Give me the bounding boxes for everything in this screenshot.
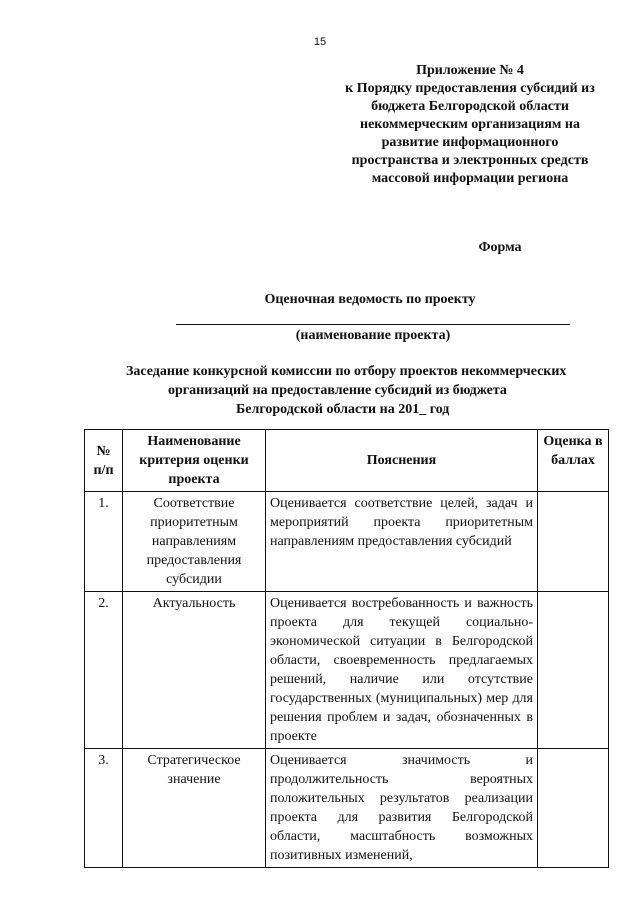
row-number: 3.: [85, 749, 123, 868]
explanation-text: социально-экономической ситуации в: [270, 615, 533, 649]
appendix-header: [320, 62, 620, 188]
meeting-line: Белгородской области на 201_ год: [236, 402, 450, 417]
criterion-text: направлениям: [151, 534, 237, 549]
header-text: №: [96, 443, 111, 459]
criterion-text: Стратегическое: [147, 753, 241, 768]
header-num: [85, 430, 123, 492]
header-text: п/п: [93, 462, 114, 478]
explanation-text: Оценивается значимость и: [270, 753, 533, 768]
explanation-cell: [266, 749, 538, 868]
explanation-text: для решения проблем и задач,: [270, 691, 533, 725]
criterion-cell: [123, 749, 266, 868]
explanation-text: возможных позитивных изменений,: [270, 829, 533, 863]
score-cell[interactable]: [538, 492, 609, 592]
header-score: [538, 430, 609, 492]
criteria-table: [84, 429, 609, 868]
explanation-text: реализации проекта для развития: [270, 791, 533, 825]
explanation-cell: [266, 592, 538, 749]
explanation-text: Оценивается соответствие целей, задач: [270, 496, 526, 511]
explanation-text: субсидий: [455, 534, 512, 549]
appendix-line: некоммерческим организациям на: [360, 117, 580, 132]
meeting-line: Заседание конкурсной комиссии по отбору проектов некоммерческих: [126, 364, 567, 379]
score-cell[interactable]: [538, 592, 609, 749]
criterion-text: Соответствие: [153, 496, 235, 511]
project-name-caption: (наименование проекта): [295, 328, 451, 343]
header-text: проекта: [168, 472, 220, 487]
criterion-text: предоставления: [146, 553, 242, 568]
criterion-text: значение: [167, 772, 221, 787]
project-name-blank-line: [176, 324, 570, 325]
criterion-cell: [123, 492, 266, 592]
meeting-line: организаций на предоставление субсидий из бюджета: [168, 383, 507, 398]
criterion-cell: [123, 592, 266, 749]
explanation-text: государственных (муниципальных) мер: [270, 691, 513, 706]
header-text: Наименование: [147, 434, 241, 449]
explanation-text: направлениям предоставления: [270, 534, 456, 549]
form-label: Форма: [478, 240, 522, 255]
appendix-line: к Порядку предоставления субсидий из: [345, 81, 595, 96]
explanation-text: Белгородской области, масштабность: [270, 810, 533, 844]
explanation-text: Белгородской области,: [270, 634, 533, 668]
explanation-cell: [266, 492, 538, 592]
row-number: 1.: [85, 492, 123, 592]
criterion-text: Актуальность: [152, 596, 236, 611]
criterion-text: приоритетным: [150, 515, 238, 530]
explanation-text: важность проекта для текущей: [270, 596, 533, 630]
page-number: 15: [313, 36, 327, 48]
table-row: [85, 749, 609, 868]
header-text: критерия оценки: [139, 453, 249, 468]
criterion-text: субсидии: [166, 572, 222, 587]
explanation-text: положительных результатов: [270, 791, 465, 806]
score-cell[interactable]: [538, 749, 609, 868]
header-explanation: Пояснения: [266, 430, 538, 492]
appendix-line: Приложение № 4: [416, 63, 524, 78]
appendix-line: бюджета Белгородской области: [371, 99, 569, 114]
explanation-text: продолжительность вероятных: [270, 772, 533, 787]
header-text: Оценка в: [543, 434, 603, 449]
sheet-title: Оценочная ведомость по проекту: [264, 292, 476, 307]
explanation-text: и мероприятий проекта приоритетным: [270, 496, 533, 530]
table-row: [85, 492, 609, 592]
table-row: [85, 592, 609, 749]
appendix-line: пространства и электронных средств: [351, 153, 589, 168]
appendix-line: массовой информации региона: [371, 171, 569, 186]
explanation-text: Оценивается востребованность и: [270, 596, 478, 611]
appendix-line: развитие информационного: [381, 135, 559, 150]
meeting-heading: [40, 362, 640, 419]
row-number: 2.: [85, 592, 123, 749]
header-criterion: [123, 430, 266, 492]
explanation-text: своевременность предлагаемых: [333, 653, 533, 668]
table-header-row: [85, 430, 609, 492]
explanation-text: обозначенных в проекте: [270, 710, 533, 744]
explanation-text: решений, наличие или отсутствие: [270, 672, 533, 687]
header-text: баллах: [551, 453, 595, 468]
